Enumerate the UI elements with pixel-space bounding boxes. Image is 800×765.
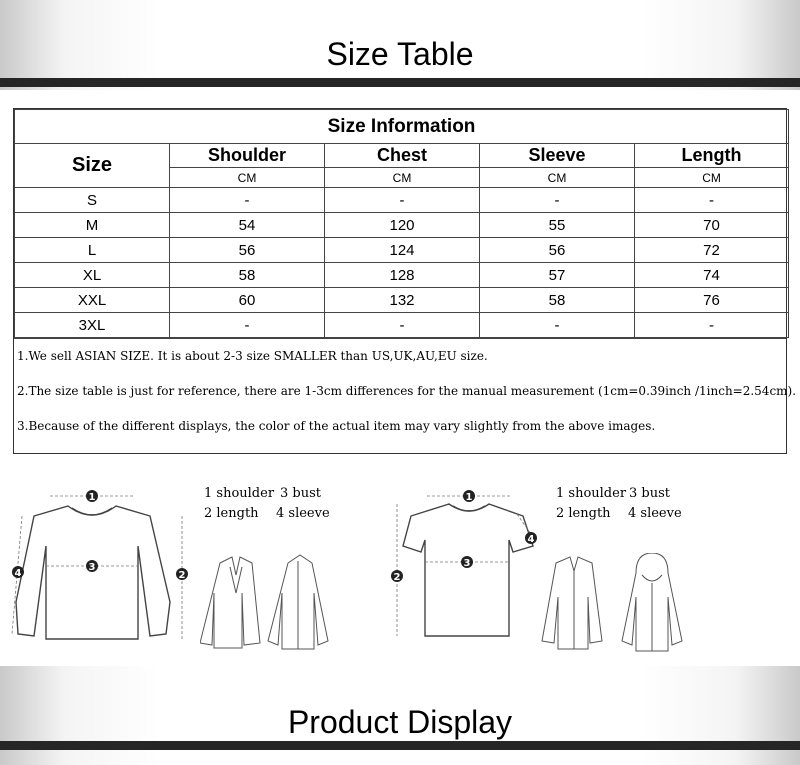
column-header-chest: Chest	[325, 144, 480, 168]
value-cell: -	[635, 313, 789, 338]
size-cell: XL	[15, 263, 170, 288]
value-cell: -	[635, 188, 789, 213]
long-sleeve-product-sketches	[200, 553, 335, 653]
value-cell: 128	[325, 263, 480, 288]
note-color: 3.Because of the different displays, the color of the actual item may vary slightly from the above images.	[17, 419, 656, 433]
short-sleeve-shirt-outline	[403, 504, 533, 636]
legend-sleeve: 4 sleeve	[628, 506, 682, 521]
banner-divider	[0, 78, 800, 87]
value-cell: -	[170, 188, 325, 213]
shirt-sketch	[542, 557, 602, 649]
unit-shoulder: CM	[170, 168, 325, 188]
value-cell: 60	[170, 288, 325, 313]
legend-sleeve: 4 sleeve	[276, 506, 330, 521]
value-cell: 57	[480, 263, 635, 288]
long-sleeve-legend	[204, 484, 330, 524]
size-cell: 3XL	[15, 313, 170, 338]
legend-shoulder: 1 shoulder	[556, 486, 627, 501]
table-row	[15, 238, 789, 263]
size-table-banner	[0, 0, 800, 90]
size-cell: XXL	[15, 288, 170, 313]
value-cell: 58	[480, 288, 635, 313]
value-cell: -	[170, 313, 325, 338]
legend-bust: 3 bust	[629, 486, 670, 501]
marker-1-label: 1	[465, 492, 473, 503]
product-display-heading: Product Display	[287, 704, 513, 740]
marker-4-label: 4	[527, 534, 535, 545]
note-measurement: 2.The size table is just for reference, there are 1-3cm differences for the manual measurement (1cm=0.39inch /1inch=2.54cm).	[17, 384, 797, 398]
value-cell: 70	[635, 213, 789, 238]
marker-1-label: 1	[88, 492, 96, 503]
long-sleeve-measurement-diagram	[10, 474, 190, 654]
marker-2-label: 2	[393, 572, 401, 583]
value-cell: 56	[170, 238, 325, 263]
table-title: Size Information	[15, 110, 789, 144]
size-table	[14, 109, 789, 338]
value-cell: 58	[170, 263, 325, 288]
value-cell: -	[325, 188, 480, 213]
short-sleeve-measurement-diagram	[385, 474, 550, 654]
unit-chest: CM	[325, 168, 480, 188]
marker-3-label: 3	[88, 562, 96, 573]
legend-shoulder: 1 shoulder	[204, 486, 275, 501]
value-cell: 76	[635, 288, 789, 313]
column-header-length: Length	[635, 144, 789, 168]
table-row	[15, 213, 789, 238]
legend-bust: 3 bust	[280, 486, 321, 501]
legend-length: 2 length	[556, 506, 611, 521]
unit-length: CM	[635, 168, 789, 188]
value-cell: 132	[325, 288, 480, 313]
value-cell: 55	[480, 213, 635, 238]
unit-sleeve: CM	[480, 168, 635, 188]
column-header-sleeve: Sleeve	[480, 144, 635, 168]
table-row	[15, 288, 789, 313]
table-row	[15, 263, 789, 288]
value-cell: 120	[325, 213, 480, 238]
table-row	[15, 313, 789, 338]
value-cell: 54	[170, 213, 325, 238]
value-cell: -	[480, 188, 635, 213]
value-cell: -	[480, 313, 635, 338]
marker-4-label: 4	[14, 568, 22, 579]
short-sleeve-product-sketches	[540, 553, 685, 653]
blazer-sketch	[200, 557, 260, 648]
size-information-table	[13, 108, 797, 454]
banner-divider	[0, 741, 800, 750]
product-display-banner	[0, 666, 800, 765]
size-cell: L	[15, 238, 170, 263]
value-cell: 72	[635, 238, 789, 263]
note-asian-size: 1.We sell ASIAN SIZE. It is about 2-3 size SMALLER than US,UK,AU,EU size.	[17, 349, 488, 363]
short-sleeve-legend	[556, 484, 682, 524]
column-header-shoulder: Shoulder	[170, 144, 325, 168]
size-column-header: Size	[15, 144, 170, 188]
size-notes	[14, 338, 797, 444]
value-cell: 74	[635, 263, 789, 288]
table-row	[15, 188, 789, 213]
size-table-heading: Size Table	[326, 36, 474, 72]
size-cell: S	[15, 188, 170, 213]
value-cell: -	[325, 313, 480, 338]
value-cell: 124	[325, 238, 480, 263]
marker-2-label: 2	[178, 570, 186, 581]
marker-3-label: 3	[463, 558, 471, 569]
size-cell: M	[15, 213, 170, 238]
legend-length: 2 length	[204, 506, 259, 521]
value-cell: 56	[480, 238, 635, 263]
